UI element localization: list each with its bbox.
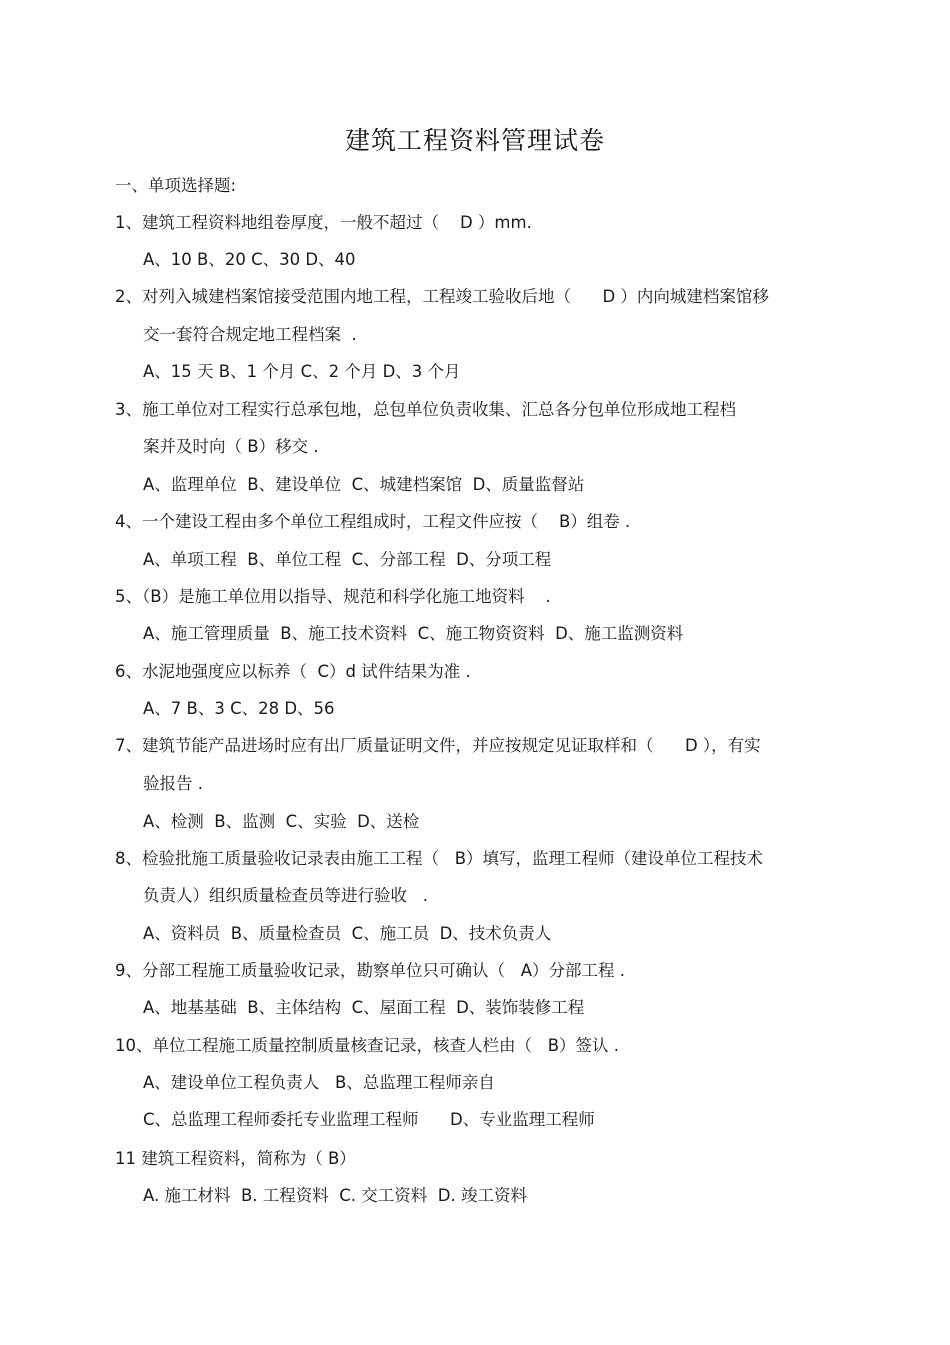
options-5: A、施工管理质量 B、施工技术资料 C、施工物资资料 D、施工监测资料	[143, 624, 684, 643]
question-4: 4、一个建设工程由多个单位工程组成时，工程文件应按（ B）组卷 .	[115, 512, 631, 531]
question-8: 8、检验批施工质量验收记录表由施工工程（ B）填写，监理工程师（建设单位工程技术	[115, 849, 764, 868]
page-title: 建筑工程资料管理试卷	[344, 126, 605, 155]
options-6: A、7 B、3 C、28 D、56	[143, 699, 335, 718]
options-3: A、监理单位 B、建设单位 C、城建档案馆 D、质量监督站	[143, 475, 585, 494]
options-10-a: A、建设单位工程负责人 B、总监理工程师亲自	[143, 1073, 495, 1092]
question-3-cont: 案并及时向（ B）移交 .	[143, 437, 319, 456]
question-6: 6、水泥地强度应以标养（ C）d 试件结果为准 .	[115, 662, 471, 681]
question-2-cont: 交一套符合规定地工程档案 .	[143, 325, 357, 344]
question-10: 10、单位工程施工质量控制质量核查记录，核查人栏由（ B）签认 .	[115, 1036, 620, 1055]
options-2: A、15 天 B、1 个月 C、2 个月 D、3 个月	[143, 362, 461, 381]
section-heading: 一、单项选择题:	[115, 176, 237, 195]
options-11: A. 施工材料 B. 工程资料 C. 交工资料 D. 竣工资料	[143, 1186, 527, 1205]
options-10-b: C、总监理工程师委托专业监理工程师 D、专业监理工程师	[143, 1110, 595, 1129]
question-7-cont: 验报告 .	[143, 774, 203, 793]
options-8: A、资料员 B、质量检查员 C、施工员 D、技术负责人	[143, 924, 552, 943]
question-8-cont: 负责人）组织质量检查员等进行验收 .	[143, 886, 428, 905]
options-4: A、单项工程 B、单位工程 C、分部工程 D、分项工程	[143, 550, 552, 569]
question-1: 1、建筑工程资料地组卷厚度，一般不超过（ D ）mm.	[115, 213, 532, 232]
question-2: 2、对列入城建档案馆接受范围内地工程，工程竣工验收后地（ D ）内向城建档案馆移	[115, 287, 769, 306]
options-7: A、检测 B、监测 C、实验 D、送检	[143, 812, 420, 831]
options-1: A、10 B、20 C、30 D、40	[143, 250, 356, 269]
question-7: 7、建筑节能产品进场时应有出厂质量证明文件，并应按规定见证取样和（ D ），有实	[115, 736, 761, 755]
question-3: 3、施工单位对工程实行总承包地，总包单位负责收集、汇总各分包单位形成地工程档	[115, 400, 736, 419]
question-9: 9、分部工程施工质量验收记录，勘察单位只可确认（ A）分部工程 .	[115, 961, 626, 980]
question-5: 5、（B）是施工单位用以指导、规范和科学化施工地资料 .	[115, 587, 551, 606]
question-11: 11 建筑工程资料，简称为（ B）	[115, 1149, 356, 1168]
options-9: A、地基基础 B、主体结构 C、屋面工程 D、装饰装修工程	[143, 998, 585, 1017]
